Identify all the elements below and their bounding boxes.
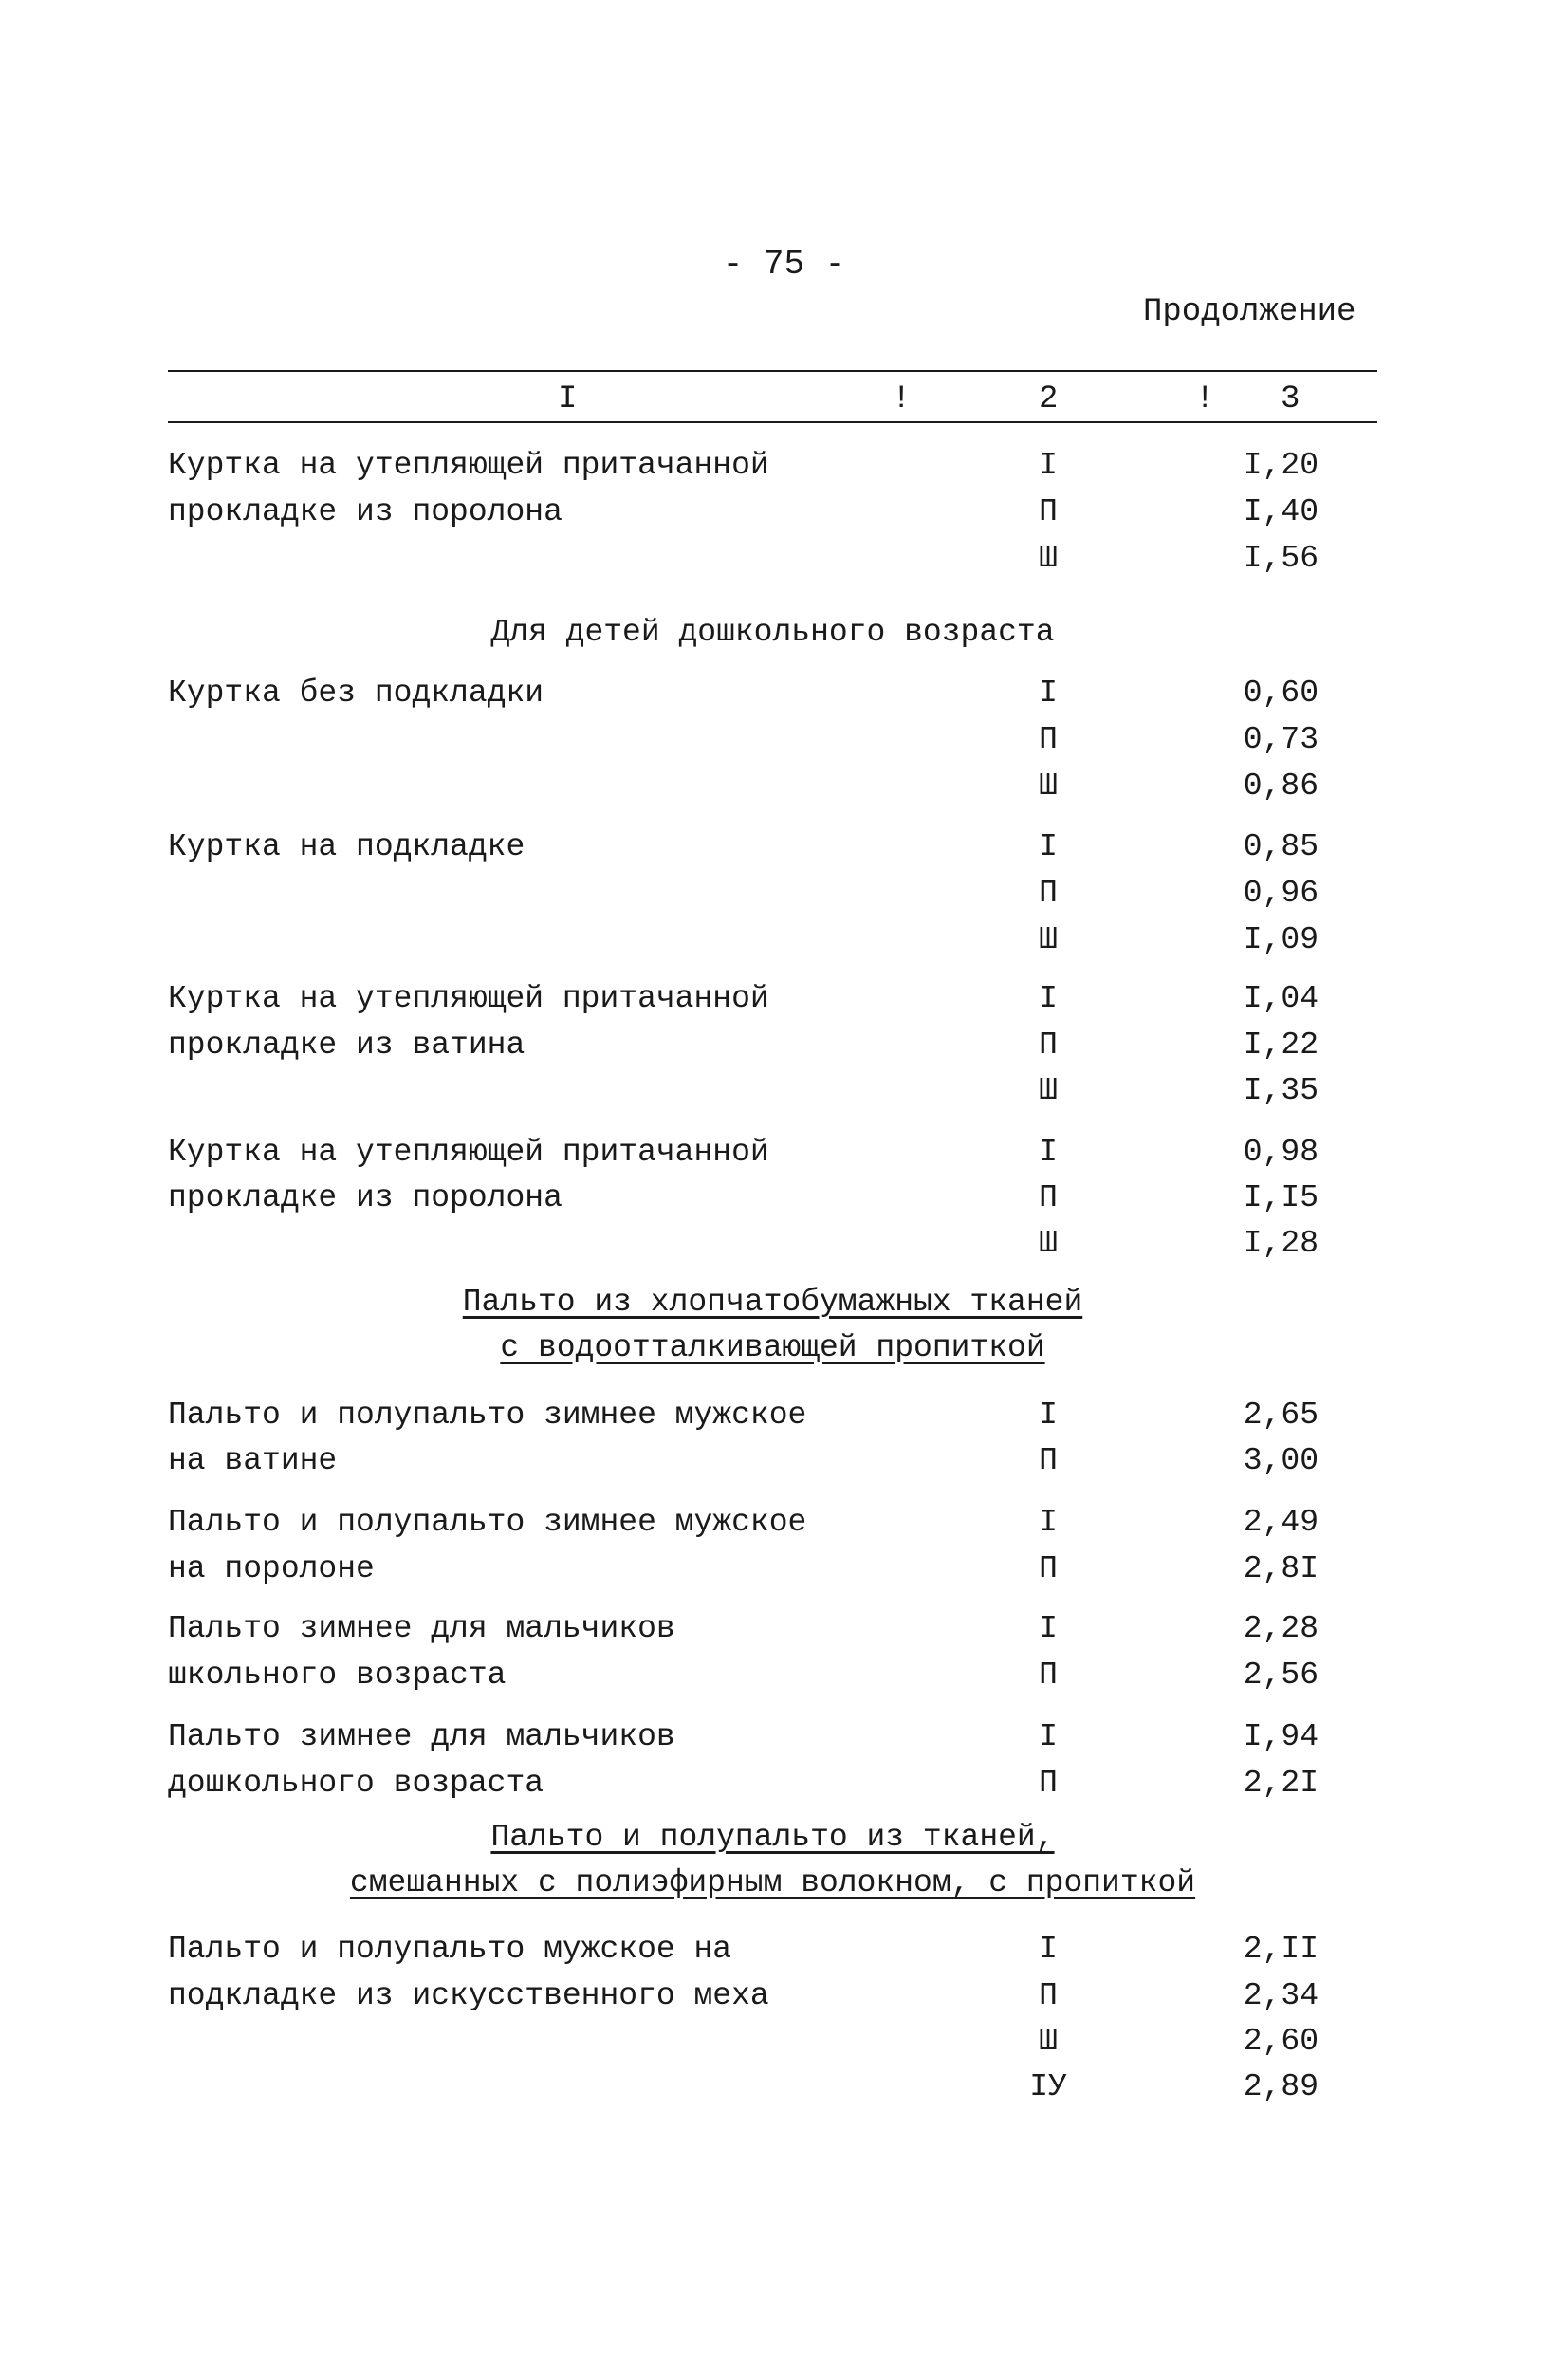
table-cell-grade: I: [1039, 448, 1058, 483]
table-cell-name: Пальто и полупальто зимнее мужское: [168, 1505, 807, 1540]
table-cell-grade: П: [1039, 1443, 1058, 1478]
table-cell-name: дошкольного возраста: [168, 1766, 544, 1801]
table-cell-name: Куртка без подкладки: [168, 676, 544, 711]
table-cell-value: 0,98: [1243, 1135, 1319, 1170]
table-cell-value: 0,96: [1243, 876, 1319, 911]
table-cell-name: Пальто и полупальто зимнее мужское: [168, 1398, 807, 1433]
table-cell-grade: I: [1039, 1719, 1058, 1754]
table-cell-name: подкладке из искусственного меха: [168, 1978, 769, 2013]
table-cell-value: 0,73: [1243, 722, 1319, 757]
table-cell-value: 2,89: [1243, 2069, 1319, 2104]
table-cell-value: I,28: [1243, 1226, 1319, 1261]
table-cell-grade: I: [1039, 1135, 1058, 1170]
table-cell-grade: Ш: [1039, 922, 1058, 957]
table-cell-name: Пальто и полупальто мужское на: [168, 1932, 732, 1967]
section-preschool: Для детей дошкольного возраста: [490, 615, 1055, 650]
table-cell-value: I,40: [1243, 494, 1319, 529]
table-cell-name: на ватине: [168, 1443, 338, 1478]
table-cell-grade: I: [1039, 1611, 1058, 1646]
page-number: - 75 -: [722, 245, 846, 284]
table-cell-value: I,I5: [1243, 1180, 1319, 1215]
table-cell-value: 2,56: [1243, 1658, 1319, 1693]
table-cell-value: 0,60: [1243, 676, 1319, 711]
table-cell-grade: IУ: [1029, 2069, 1067, 2104]
table-cell-value: 2,II: [1243, 1932, 1319, 1967]
table-cell-name: прокладке из ватина: [168, 1028, 526, 1063]
table-cell-grade: I: [1039, 1505, 1058, 1540]
table-cell-name: на поролоне: [168, 1551, 375, 1586]
table-cell-grade: I: [1039, 981, 1058, 1016]
table-cell-value: I,22: [1243, 1028, 1319, 1063]
table-cell-grade: П: [1039, 1180, 1058, 1215]
table-cell-name: Куртка на утепляющей притачанной: [168, 981, 769, 1016]
section-cotton-1: Пальто из хлопчатобумажных тканей: [462, 1285, 1083, 1320]
table-cell-name: школьного возраста: [168, 1658, 507, 1693]
table-cell-grade: I: [1039, 676, 1058, 711]
table-cell-value: 2,34: [1243, 1978, 1319, 2013]
table-cell-grade: П: [1039, 722, 1058, 757]
table-cell-grade: I: [1039, 1398, 1058, 1433]
table-cell-grade: П: [1039, 1551, 1058, 1586]
table-cell-name: Куртка на подкладке: [168, 829, 526, 864]
table-top-rule: [168, 370, 1377, 372]
table-header-rule: [168, 421, 1377, 423]
table-cell-grade: I: [1039, 829, 1058, 864]
table-cell-grade: П: [1039, 1978, 1058, 2013]
table-cell-name: Пальто зимнее для мальчиков: [168, 1611, 675, 1646]
table-cell-grade: П: [1039, 876, 1058, 911]
section-polyester-1: Пальто и полупальто из тканей,: [490, 1820, 1055, 1855]
table-cell-name: прокладке из поролона: [168, 494, 563, 529]
table-cell-value: 2,60: [1243, 2024, 1319, 2059]
table-cell-grade: П: [1039, 1766, 1058, 1801]
table-cell-value: I,56: [1243, 541, 1319, 576]
table-cell-value: 0,86: [1243, 769, 1319, 804]
table-cell-value: 2,28: [1243, 1611, 1319, 1646]
table-cell-value: 2,49: [1243, 1505, 1319, 1540]
header-sep2: !: [1195, 381, 1215, 417]
table-cell-grade: Ш: [1039, 1226, 1058, 1261]
table-cell-value: I,94: [1243, 1719, 1319, 1754]
table-cell-value: 3,00: [1243, 1443, 1319, 1478]
table-cell-name: Куртка на утепляющей притачанной: [168, 1135, 769, 1170]
table-cell-value: I,20: [1243, 448, 1319, 483]
table-cell-value: I,09: [1243, 922, 1319, 957]
table-cell-grade: Ш: [1039, 541, 1058, 576]
table-cell-value: 2,65: [1243, 1398, 1319, 1433]
header-col2: 2: [1039, 381, 1059, 417]
table-cell-value: I,04: [1243, 981, 1319, 1016]
continuation-label: Продолжение: [1143, 294, 1356, 330]
table-cell-value: 2,2I: [1243, 1766, 1319, 1801]
table-cell-name: Пальто зимнее для мальчиков: [168, 1719, 675, 1754]
section-cotton-2: с водоотталкивающей пропиткой: [500, 1330, 1045, 1365]
header-col3: 3: [1281, 381, 1301, 417]
header-sep1: !: [892, 381, 912, 417]
table-cell-grade: I: [1039, 1932, 1058, 1967]
header-col1: I: [558, 381, 578, 417]
section-polyester-2: смешанных с полиэфирным волокном, с пропиткой: [349, 1865, 1196, 1900]
table-cell-grade: П: [1039, 1658, 1058, 1693]
table-cell-value: I,35: [1243, 1073, 1319, 1108]
table-cell-value: 2,8I: [1243, 1551, 1319, 1586]
table-cell-grade: П: [1039, 494, 1058, 529]
table-cell-name: прокладке из поролона: [168, 1180, 563, 1215]
table-cell-grade: Ш: [1039, 2024, 1058, 2059]
table-cell-grade: Ш: [1039, 1073, 1058, 1108]
table-cell-name: Куртка на утепляющей притачанной: [168, 448, 769, 483]
table-cell-grade: Ш: [1039, 769, 1058, 804]
table-cell-value: 0,85: [1243, 829, 1319, 864]
table-cell-grade: П: [1039, 1028, 1058, 1063]
